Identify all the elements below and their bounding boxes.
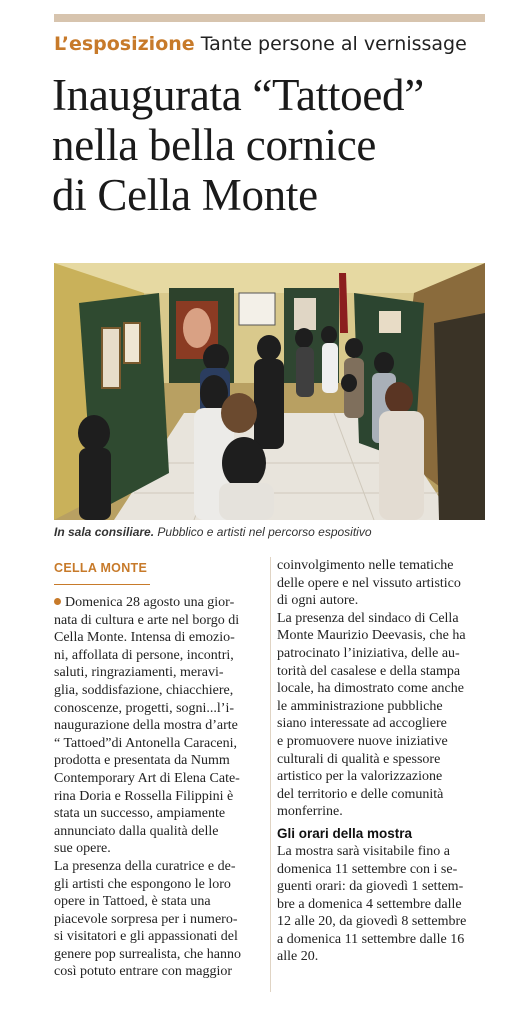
text-line: nata di cultura e arte nel borgo di bbox=[54, 612, 240, 628]
text-line: Contemporary Art di Elena Cate- bbox=[54, 770, 240, 786]
text-line: bre a domenica 4 settembre dalle bbox=[277, 896, 462, 912]
section-underline bbox=[54, 584, 150, 585]
text-line: coinvolgimento nelle tematiche bbox=[277, 558, 454, 573]
text-line: ni, affollata di persone, incontri, bbox=[54, 647, 234, 663]
text-line: annunciato dalla qualità delle bbox=[54, 823, 219, 839]
kicker-text: Tante persone al vernissage bbox=[200, 33, 467, 55]
text-line: saluti, ringraziamenti, meravi- bbox=[54, 665, 224, 681]
text-line: artistico per la valorizzazione bbox=[277, 769, 443, 785]
photo-caption bbox=[54, 525, 372, 539]
text-line: conoscenze, progetti, sogni...l’i- bbox=[54, 700, 235, 716]
text-line: domenica 11 settembre con i se- bbox=[277, 861, 458, 877]
exhibition-photo bbox=[54, 263, 485, 520]
text-line: glia, soddisfazione, chiacchiere, bbox=[54, 682, 234, 698]
text-line bbox=[54, 594, 262, 612]
text-line: naugurazione della mostra d’arte bbox=[54, 718, 238, 734]
top-rule bbox=[54, 14, 485, 22]
text-line: patrocinato l’iniziativa, delle au- bbox=[277, 645, 460, 661]
text-line: stata un successo, ampiamente bbox=[54, 806, 226, 822]
right-column bbox=[277, 557, 485, 966]
text-line: torità del casalese e della stampa bbox=[277, 663, 461, 679]
text-line: Monte Maurizio Deevasis, che ha bbox=[277, 628, 466, 644]
column-divider bbox=[270, 557, 271, 992]
text-line: genere pop surrealista, che hanno bbox=[54, 946, 241, 962]
text-line: del territorio e delle comunità bbox=[277, 786, 444, 802]
section-label: CELLA MONTE bbox=[54, 561, 148, 575]
text-line: La presenza del sindaco di Cella bbox=[277, 610, 459, 626]
text-line: prodotta e presentata da Numm bbox=[54, 753, 230, 769]
text-line: 12 alle 20, da giovedì 8 settembre bbox=[277, 914, 467, 930]
caption-bold: In sala consiliare. bbox=[54, 525, 155, 539]
caption-text: Pubblico e artisti nel percorso espositivo bbox=[157, 525, 372, 539]
headline-line: Inaugurata “Tattoed” bbox=[52, 70, 424, 120]
text-line: e promuovere nuove iniziative bbox=[277, 733, 448, 749]
text-line: gli artisti che espongono le loro bbox=[54, 876, 231, 892]
text-line: La presenza della curatrice e de- bbox=[54, 858, 236, 874]
text-line: Cella Monte. Intensa di emozio- bbox=[54, 630, 235, 646]
text-line: si visitatori e gli appassionati del bbox=[54, 929, 238, 945]
headline bbox=[52, 70, 492, 220]
text-line: siano interessate ad accogliere bbox=[277, 716, 447, 732]
text-line: guenti orari: da giovedì 1 settem- bbox=[277, 879, 464, 895]
text-line: alle 20. bbox=[277, 949, 319, 965]
text-line: così potuto entrare con maggior bbox=[54, 964, 233, 980]
text-line: delle opere e nel vissuto artistico bbox=[277, 575, 461, 591]
text-line: monferrine. bbox=[277, 804, 343, 820]
text-line: locale, ha dimostrato come anche bbox=[277, 681, 464, 697]
text-line: a domenica 11 settembre dalle 16 bbox=[277, 931, 465, 947]
text-line: sue opere. bbox=[54, 841, 111, 857]
text-line: le amministrazione pubbliche bbox=[277, 698, 443, 714]
exhibition-photo-illustration bbox=[54, 263, 485, 520]
kicker-tag: L’esposizione bbox=[54, 33, 195, 55]
headline-line: di Cella Monte bbox=[52, 170, 318, 220]
text-line: La mostra sarà visitabile fino a bbox=[277, 843, 450, 859]
text-line: piacevole sorpresa per i numero- bbox=[54, 911, 238, 927]
text-line: opere in Tattoed, è stata una bbox=[54, 894, 211, 910]
bullet-icon bbox=[54, 598, 61, 605]
kicker bbox=[54, 33, 467, 55]
text-line-content: Domenica 28 agosto una gior- bbox=[65, 595, 235, 610]
text-line: di ogni autore. bbox=[277, 593, 359, 609]
text-line: rina Doria e Rossella Filippini è bbox=[54, 788, 234, 804]
left-column bbox=[54, 594, 262, 981]
subheading: Gli orari della mostra bbox=[277, 825, 413, 841]
text-line: “ Tattoed”di Antonella Caraceni, bbox=[54, 735, 238, 751]
headline-line: nella bella cornice bbox=[52, 120, 377, 170]
text-line: culturali di qualità e spessore bbox=[277, 751, 441, 767]
